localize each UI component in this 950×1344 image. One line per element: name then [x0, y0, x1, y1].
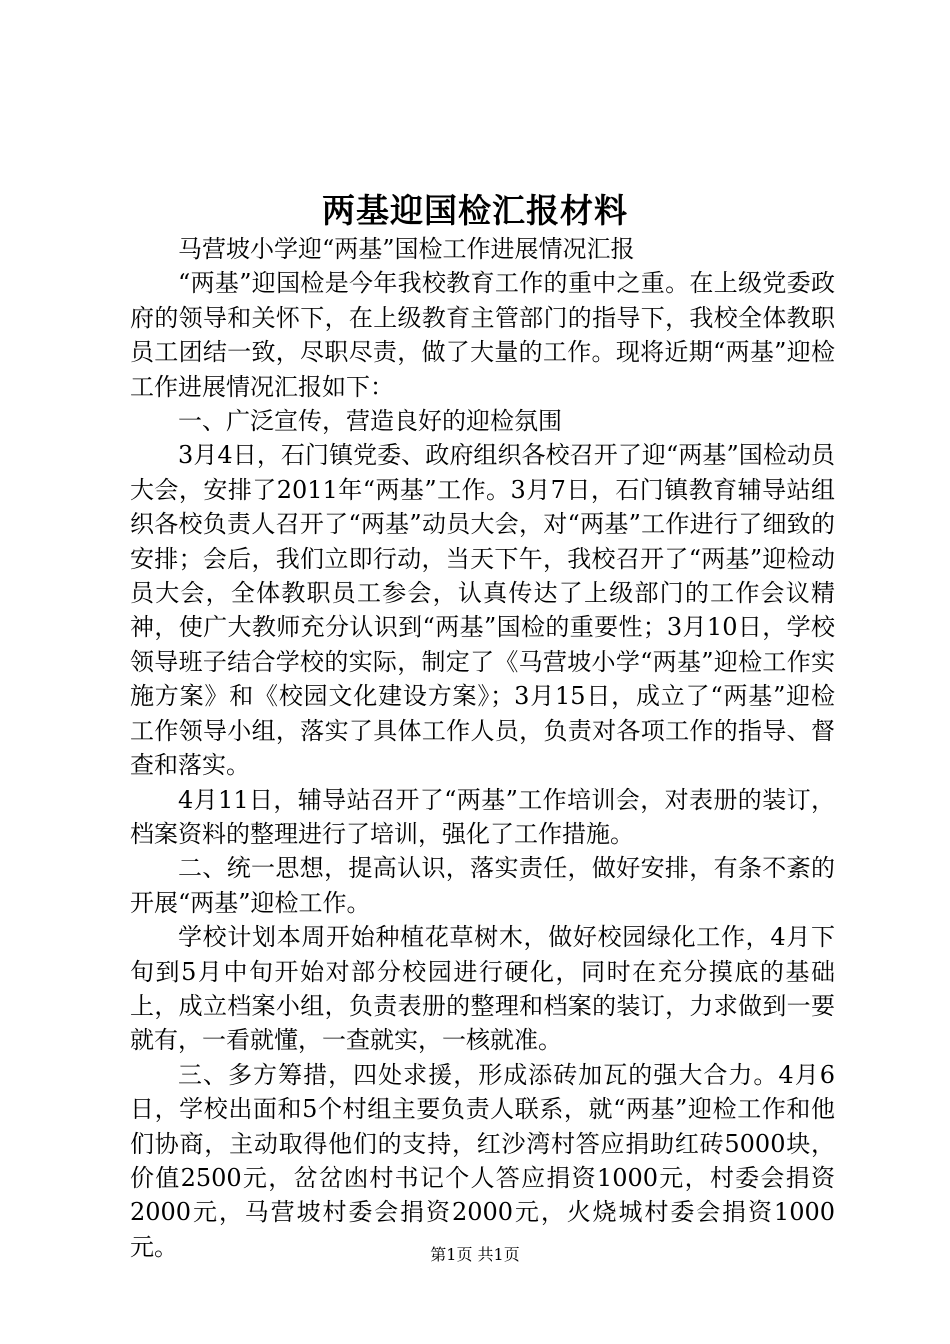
page-footer: 第1页 共1页 — [430, 1245, 520, 1264]
document-title: 两基迎国检汇报材料 — [322, 191, 628, 230]
section-heading-3: 三、多方筹措，四处求援，形成添砖加瓦的强大合力。4月6日，学校出面和5个村组主要负责人联系，就“两基”迎检工作和他们协商，主动取得他们的支持，红沙湾村答应捐助红砖5000块，价值2500元，岔岔凼村书记个人答应捐资1000元，村委会捐资2000元，马营坡村委会捐资2000元，火烧城村委会捐资1000元。 — [130, 1060, 835, 1261]
paragraph: 3月4日，石门镇党委、政府组织各校召开了迎“两基”国检动员大会，安排了2011年“两基”工作。3月7日，石门镇教育辅导站组织各校负责人召开了“两基”动员大会，对“两基”工作进行了细致的安排；会后，我们立即行动，当天下午，我校召开了“两基”迎检动员大会，全体教职员工参会，认真传达了上级部门的工作会议精神，使广大教师充分认识到“两基”国检的重要性；3月10日，学校领导班子结合学校的实际，制定了《马营坡小学“两基”迎检工作实施方案》和《校园文化建设方案》；3月15日，成立了“两基”迎检工作领导小组，落实了具体工作人员，负责对各项工作的指导、督查和落实。 — [130, 441, 835, 780]
paragraph: 学校计划本周开始种植花草树木，做好校园绿化工作，4月下旬到5月中旬开始对部分校园进行硬化，同时在充分摸底的基础上，成立档案小组，负责表册的整理和档案的装订，力求做到一要就有，一看就懂，一查就实，一核就准。 — [130, 923, 835, 1055]
section-heading-1: 一、广泛宣传，营造良好的迎检氛围 — [178, 407, 562, 436]
paragraph-subtitle: 马营坡小学迎“两基”国检工作进展情况汇报 — [178, 235, 635, 263]
document-body — [130, 232, 835, 1264]
paragraph: 4月11日，辅导站召开了“两基”工作培训会，对表册的装订，档案资料的整理进行了培训，强化了工作措施。 — [130, 785, 835, 848]
paragraph-intro: “两基”迎国检是今年我校教育工作的重中之重。在上级党委政府的领导和关怀下，在上级教育主管部门的指导下，我校全体教职员工团结一致，尽职尽责，做了大量的工作。现将近期“两基”迎检工作进展情况汇报如下： — [130, 269, 835, 401]
section-heading-2: 二、统一思想，提高认识，落实责任，做好安排，有条不紊的开展“两基”迎检工作。 — [130, 854, 835, 917]
